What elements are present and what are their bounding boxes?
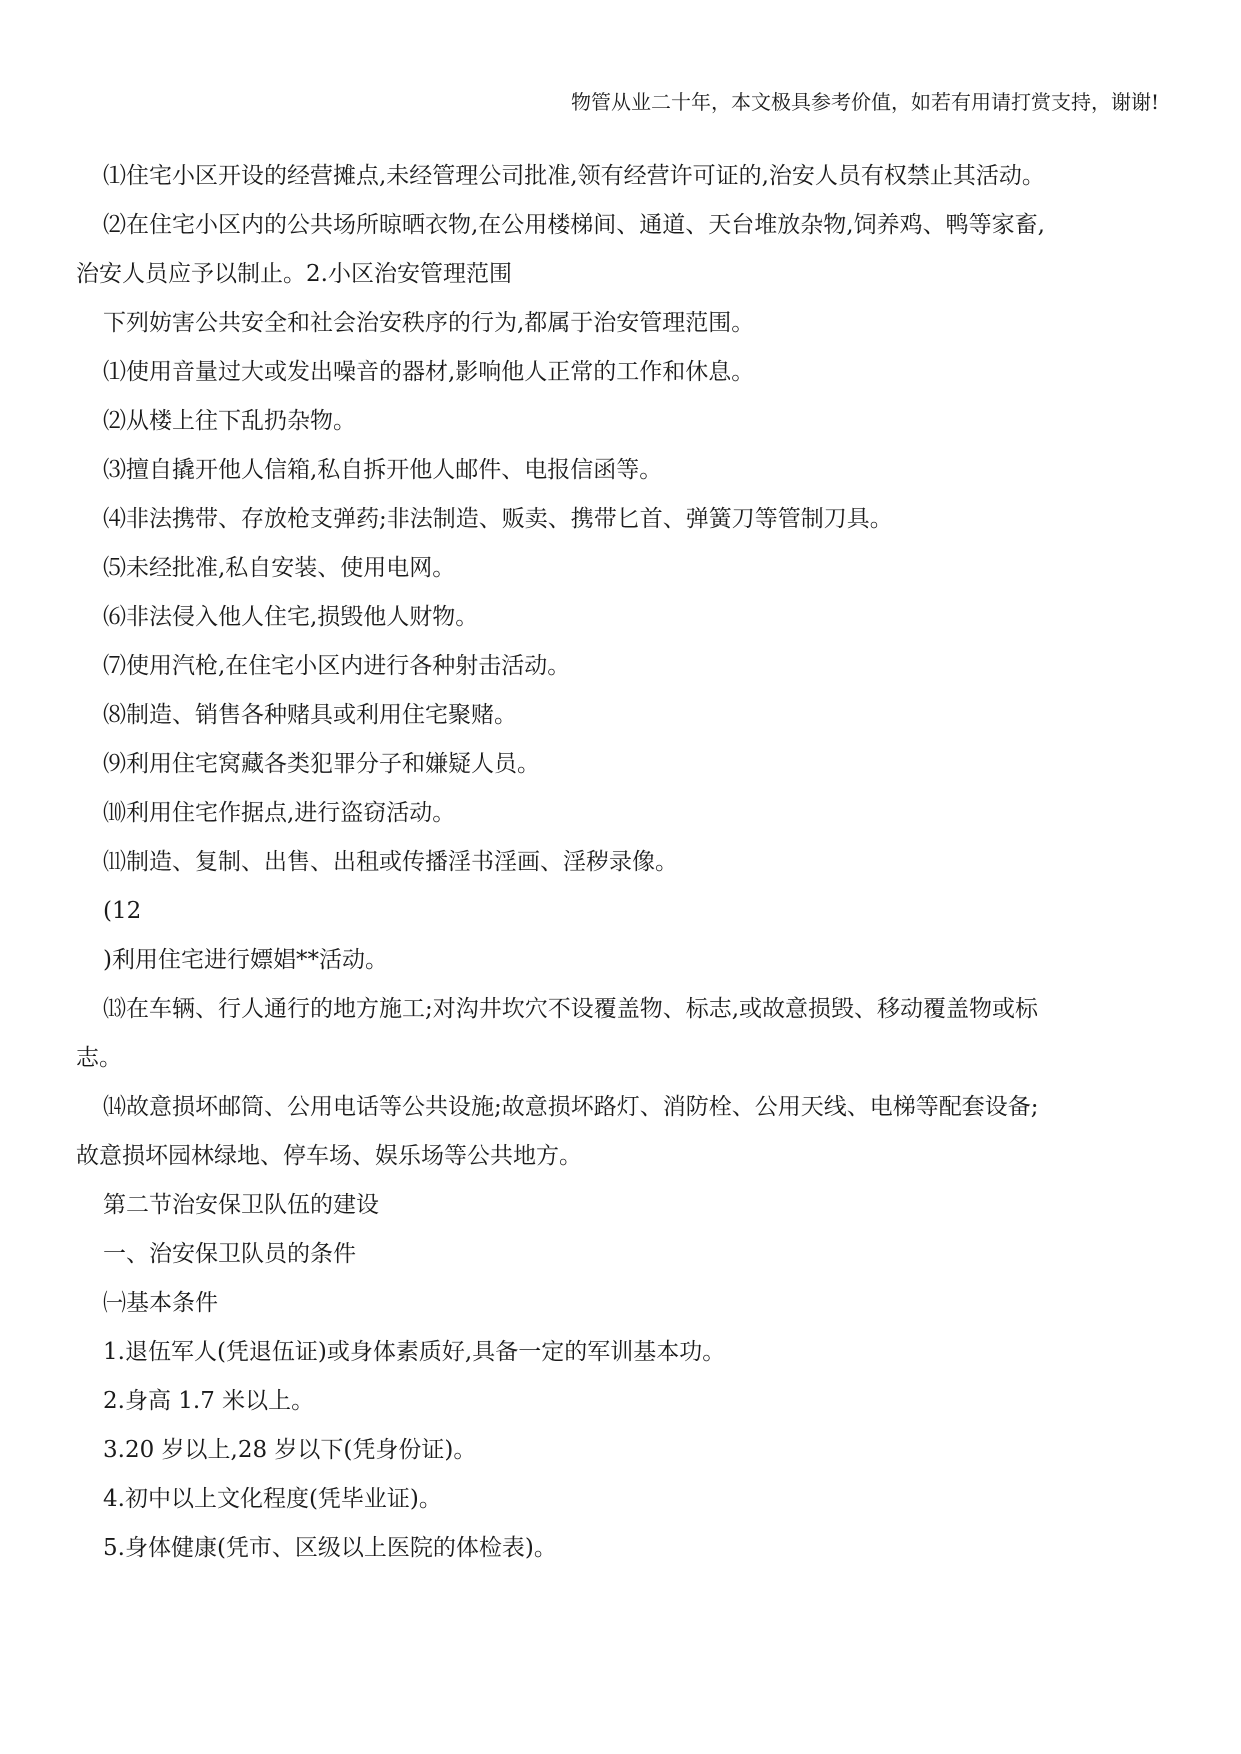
text-line: ⑴住宅小区开设的经营摊点,未经管理公司批准,领有经营许可证的,治安人员有权禁止其活动。 (103, 163, 1045, 189)
text-line: ⑼利用住宅窝藏各类犯罪分子和嫌疑人员。 (103, 751, 540, 777)
text-line: )利用住宅进行嫖娼**活动。 (103, 947, 388, 973)
text-line: 4.初中以上文化程度(凭毕业证)。 (103, 1486, 442, 1512)
text-line: (12 (103, 898, 142, 924)
text-line: ⑻制造、销售各种赌具或利用住宅聚赌。 (103, 702, 517, 728)
text-line: 2.身高 1.7 米以上。 (103, 1388, 315, 1414)
text-line: ⒁故意损坏邮筒、公用电话等公共设施;故意损坏路灯、消防栓、公用天线、电梯等配套设备; (103, 1094, 1039, 1120)
text-line: ㈠基本条件 (103, 1290, 218, 1316)
text-line: 一、治安保卫队员的条件 (103, 1241, 356, 1267)
text-line: 故意损坏园林绿地、停车场、娱乐场等公共地方。 (76, 1143, 582, 1169)
header-note: 物管从业二十年，本文极具参考价值，如若有用请打赏支持，谢谢! (570, 90, 1159, 114)
text-line: ⑶擅自撬开他人信箱,私自拆开他人邮件、电报信函等。 (103, 457, 663, 483)
text-line: ⒀在车辆、行人通行的地方施工;对沟井坎穴不设覆盖物、标志,或故意损毁、移动覆盖物或标 (103, 996, 1039, 1022)
text-line: ⑺使用汽枪,在住宅小区内进行各种射击活动。 (103, 653, 571, 679)
text-line: 治安人员应予以制止。2.小区治安管理范围 (76, 261, 512, 287)
text-line: ⑾制造、复制、出售、出租或传播淫书淫画、淫秽录像。 (103, 849, 678, 875)
text-line: 下列妨害公共安全和社会治安秩序的行为,都属于治安管理范围。 (103, 310, 755, 336)
text-line: 第二节治安保卫队伍的建设 (103, 1192, 379, 1218)
text-line: 志。 (76, 1045, 122, 1071)
text-line: 3.20 岁以上,28 岁以下(凭身份证)。 (103, 1437, 477, 1463)
text-line: ⑹非法侵入他人住宅,损毁他人财物。 (103, 604, 479, 630)
text-line: ⑴使用音量过大或发出噪音的器材,影响他人正常的工作和休息。 (103, 359, 755, 385)
text-line: ⑵在住宅小区内的公共场所晾晒衣物,在公用楼梯间、通道、天台堆放杂物,饲养鸡、鸭等家畜, (103, 212, 1045, 238)
text-line: ⑷非法携带、存放枪支弹药;非法制造、贩卖、携带匕首、弹簧刀等管制刀具。 (103, 506, 893, 532)
text-line: 1.退伍军人(凭退伍证)或身体素质好,具备一定的军训基本功。 (103, 1339, 726, 1365)
text-line: ⑵从楼上往下乱扔杂物。 (103, 408, 356, 434)
text-line: 5.身体健康(凭市、区级以上医院的体检表)。 (103, 1535, 557, 1561)
document-body (76, 152, 1166, 1573)
text-line: ⑽利用住宅作据点,进行盗窃活动。 (103, 800, 456, 826)
text-line: ⑸未经批准,私自安装、使用电网。 (103, 555, 456, 581)
